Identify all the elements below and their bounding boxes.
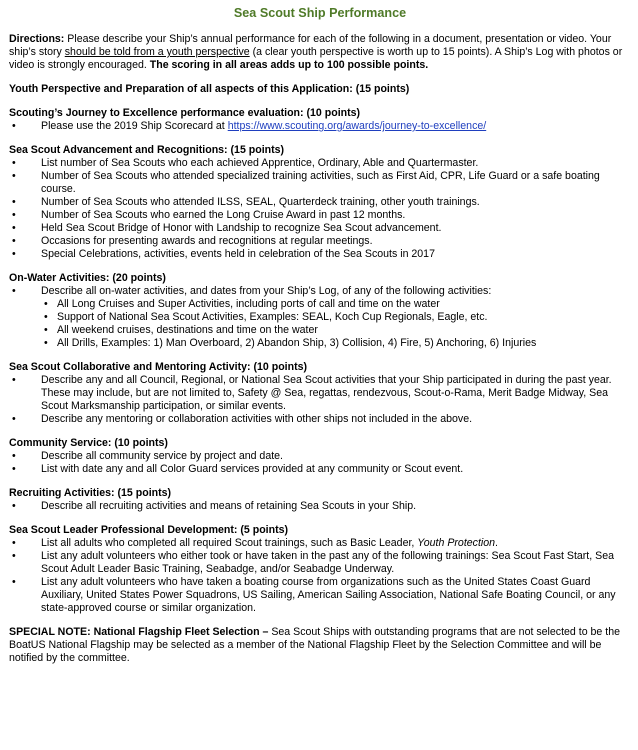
leader-item-end: . [495,537,498,549]
advancement-section [9,144,631,261]
directions-text-1: Please describe your Ship’s annual performance for each of the following in a document, presentation or video. Your ship’s story [9,33,612,58]
leader-section [9,524,631,615]
community-heading: Community Service: (10 points) [9,437,168,449]
list-item: • Occasions for presenting awards and recognitions at regular meetings. [9,235,631,248]
youth-perspective-heading: Youth Perspective and Preparation of all aspects of this Application: (15 points) [9,83,410,95]
leader-item-italic: Youth Protection [417,537,496,549]
collaborative-section [9,361,631,426]
collaborative-heading: Sea Scout Collaborative and Mentoring Activity: (10 points) [9,361,308,373]
special-note [9,626,631,665]
list-item: • Number of Sea Scouts who earned the Long Cruise Award in past 12 months. [9,209,631,222]
community-section [9,437,631,476]
journey-section [9,107,631,133]
special-note-text: Sea Scout Ships with outstanding programs that are not selected to be the BoatUS National Flagship may be selected as a member of the National Flagship Fleet by the Selection Committee and will be notified by the committee. [9,626,620,664]
list-item: • Describe all recruiting activities and means of retaining Sea Scouts in your Ship. [9,500,631,513]
journey-heading: Scouting’s Journey to Excellence performance evaluation: (10 points) [9,107,361,119]
list-item: • Describe any mentoring or collaboration activities with other ships not included in the above. [9,413,631,426]
page-title: Sea Scout Ship Performance [233,6,407,20]
journey-item-text: Please use the 2019 Ship Scorecard at [41,120,228,132]
list-item: • Number of Sea Scouts who attended specialized training activities, such as First Aid, CPR, Life Guard or a safe boating course. [9,170,631,196]
list-item: • Describe any and all Council, Regional, or National Sea Scout activities that your Ship participated in during the past year. These may include, but are not limited to, Safety @ Sea, regattas, rendezvous, Scout-o-Rama, Merit Badge Midway, Sea Scout Marksmanship participation, or similar events. [9,374,631,413]
directions-bold-end: The scoring in all areas adds up to 100 possible points. [149,59,429,71]
directions-paragraph [9,33,631,72]
sub-list-item: • Support of National Sea Scout Activities, Examples: SEAL, Koch Cup Regionals, Eagle, etc. [9,311,631,324]
recruiting-section [9,487,631,513]
list-item [9,537,631,550]
journey-link[interactable]: https://www.scouting.org/awards/journey-to-excellence/ [227,120,487,132]
onwater-section [9,272,631,350]
special-note-label: SPECIAL NOTE: National Flagship Fleet Selection – [9,626,269,638]
list-item [9,120,631,133]
directions-underlined: should be told from a youth perspective [64,46,250,58]
list-item: • Number of Sea Scouts who attended ILSS, SEAL, Quarterdeck training, other youth trainings. [9,196,631,209]
recruiting-heading: Recruiting Activities: (15 points) [9,487,172,499]
list-item: • Describe all on-water activities, and dates from your Ship’s Log, of any of the following activities: [9,285,631,298]
list-item: • Special Celebrations, activities, events held in celebration of the Sea Scouts in 2017 [9,248,631,261]
list-item: • Held Sea Scout Bridge of Honor with Landship to recognize Sea Scout advancement. [9,222,631,235]
list-item: • List any adult volunteers who either took or have taken in the past any of the following trainings: Sea Scout Fast Start, Sea Scout Adult Leader Basic Training, Seabadge, and/or Seabadge Underway. [9,550,631,576]
leader-item-text: List all adults who completed all required Scout trainings, such as Basic Leader, [41,537,418,549]
list-item: • Describe all community service by project and date. [9,450,631,463]
sub-list-item: • All Long Cruises and Super Activities, including ports of call and time on the water [9,298,631,311]
onwater-heading: On-Water Activities: (20 points) [9,272,166,284]
list-item: • List number of Sea Scouts who each achieved Apprentice, Ordinary, Able and Quartermaster. [9,157,631,170]
list-item: • List any adult volunteers who have taken a boating course from organizations such as the United States Coast Guard Auxiliary, United States Power Squadrons, US Sailing, American Sailing Association, National Safe Boating Council, or any state-approved course or similar organization. [9,576,631,615]
sub-list-item: • All weekend cruises, destinations and time on the water [9,324,631,337]
list-item: • List with date any and all Color Guard services provided at any community or Scout event. [9,463,631,476]
advancement-heading: Sea Scout Advancement and Recognitions: (15 points) [9,144,285,156]
sub-list-item: • All Drills, Examples: 1) Man Overboard, 2) Abandon Ship, 3) Collision, 4) Fire, 5) Anchoring, 6) Injuries [9,337,631,350]
directions-label: Directions: [9,33,65,45]
leader-heading: Sea Scout Leader Professional Development: (5 points) [9,524,289,536]
directions-text-2: (a clear youth perspective is worth up to 15 points). A Ship’s Log with photos or video is strongly encouraged. [9,46,623,71]
